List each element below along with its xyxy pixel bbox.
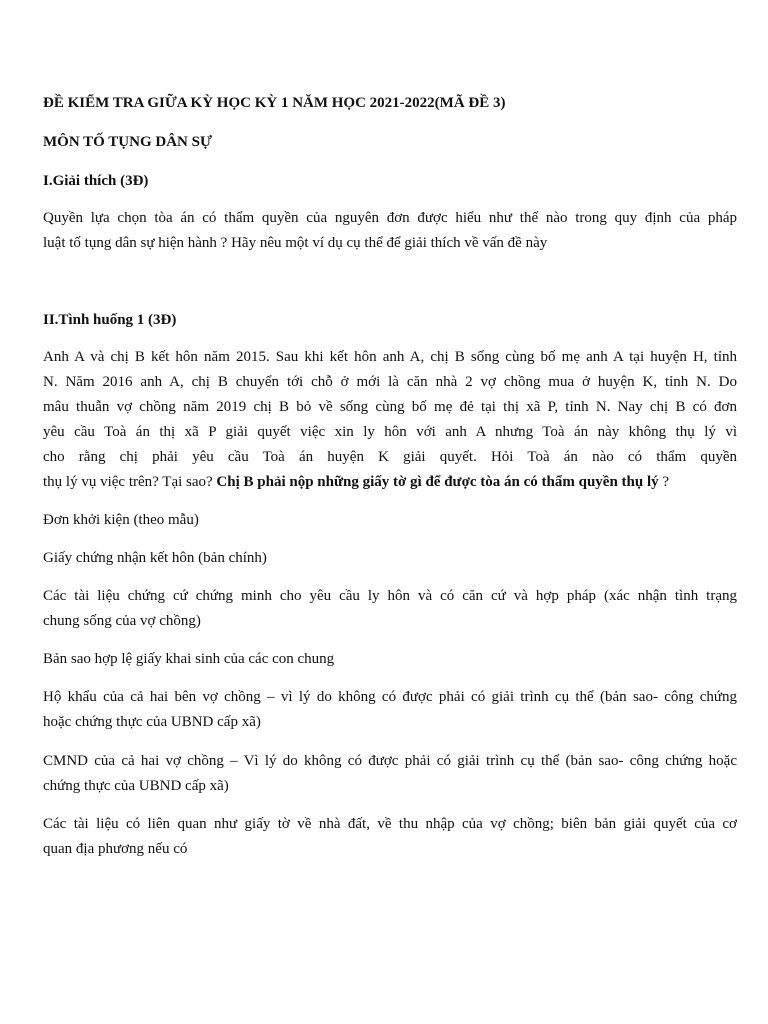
section-2-line-6 (43, 473, 669, 491)
list-item: CMND của cả hai vợ chồng – Vì lý do không có được phải có giải trình cụ thể (bản sao- công chứng hoặc (43, 753, 737, 769)
list-item: Các tài liệu có liên quan như giấy tờ về nhà đất, về thu nhập của vợ chồng; biên bản giải quyết của cơ (43, 816, 737, 832)
document-title: ĐỀ KIỂM TRA GIỮA KỲ HỌC KỲ 1 NĂM HỌC 2021-2022(MÃ ĐỀ 3) (43, 95, 506, 111)
section-1-line-2: luật tố tụng dân sự hiện hành ? Hãy nêu một ví dụ cụ thể để giải thích về vấn đề này (43, 235, 548, 251)
section-2-question-bold: Chị B phải nộp những giấy tờ gì để được tòa án có thẩm quyền thụ lý (216, 474, 659, 490)
section-2-line-4: yêu cầu Toà án thị xã P giải quyết việc xin ly hôn với anh A nhưng Toà án này không thụ lý vì (43, 424, 737, 440)
section-1-line-1: Quyền lựa chọn tòa án có thẩm quyền của nguyên đơn được hiểu như thế nào trong quy định của pháp (43, 210, 737, 226)
list-item-continued: hoặc chứng thực của UBND cấp xã) (43, 714, 261, 730)
section-2-line-2: N. Năm 2016 anh A, chị B chuyển tới chỗ ở mới là căn nhà 2 vợ chồng mua ở huyện K, tỉnh N. Do (43, 374, 737, 390)
list-item: Các tài liệu chứng cứ chứng minh cho yêu cầu ly hôn và có căn cứ và hợp pháp (xác nhận tình trạng (43, 588, 737, 604)
list-item-continued: quan địa phương nếu có (43, 841, 188, 857)
section-2-line-6-tail: ? (658, 474, 670, 490)
section-2-line-1: Anh A và chị B kết hôn năm 2015. Sau khi kết hôn anh A, chị B sống cùng bố mẹ anh A tại huyện H, tỉnh (43, 349, 737, 365)
list-item-continued: chung sống của vợ chồng) (43, 613, 201, 629)
section-2-line-6-plain: thụ lý vụ việc trên? Tại sao? (43, 474, 217, 490)
list-item: Đơn khởi kiện (theo mẫu) (43, 512, 199, 528)
section-2-line-5: cho rằng chị phải yêu cầu Toà án huyện K giải quyết. Hỏi Toà án nào có thẩm quyền (43, 449, 737, 465)
list-item: Giấy chứng nhận kết hôn (bản chính) (43, 550, 267, 566)
list-item: Bản sao hợp lệ giấy khai sinh của các con chung (43, 651, 335, 667)
section-2-line-3: mâu thuẫn vợ chồng năm 2019 chị B bỏ về sống cùng bố mẹ đẻ tại thị xã P, tỉnh N. Nay chị B có đơn (43, 399, 737, 415)
subject-title: MÔN TỐ TỤNG DÂN SỰ (43, 134, 212, 150)
list-item: Hộ khẩu của cả hai bên vợ chồng – vì lý do không có được phải có giải trình cụ thể (bản sao- công chứng (43, 689, 737, 705)
section-1-heading: I.Giải thích (3Đ) (43, 173, 149, 189)
list-item-continued: chứng thực của UBND cấp xã) (43, 778, 229, 794)
section-2-heading: II.Tình huống 1 (3Đ) (43, 312, 177, 328)
